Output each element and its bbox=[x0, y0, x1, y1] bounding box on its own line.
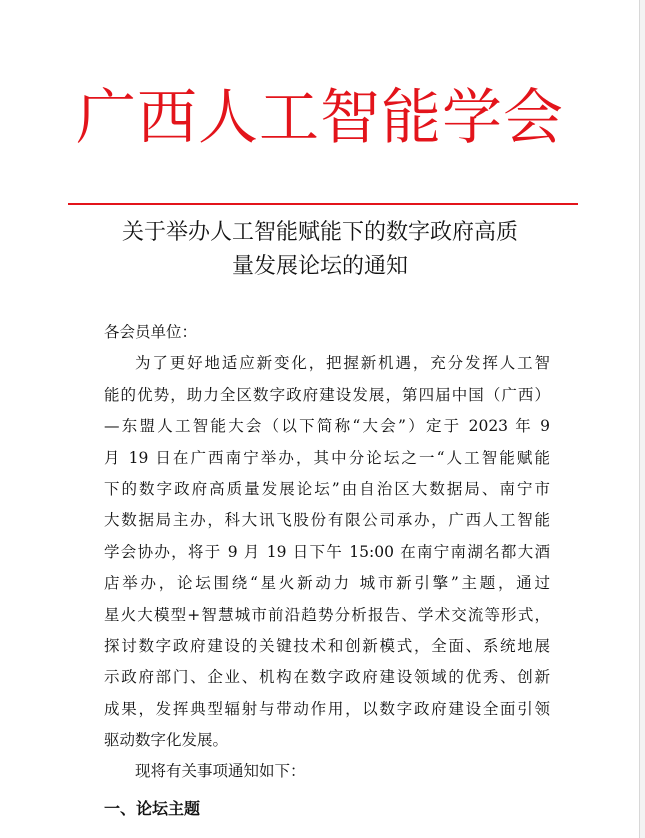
paragraph-line: —东盟人工智能大会（以下简称“大会”）定于 2023 年 9 bbox=[104, 417, 550, 436]
paragraph-line: 大数据局主办，科大讯飞股份有限公司承办，广西人工智能 bbox=[104, 511, 550, 530]
paragraph-line: 学会协办，将于 9 月 19 日下午 15:00 在南宁南湖名都大酒 bbox=[104, 542, 550, 561]
notice-intro: 现将有关事项通知如下： bbox=[135, 762, 306, 781]
paragraph-line: 月 19 日在广西南宁举办，其中分论坛之一“人工智能赋能 bbox=[104, 448, 550, 467]
paragraph-line: 探讨数字政府建设的关键技术和创新模式，全面、系统地展 bbox=[104, 636, 550, 655]
paragraph-line: 下的数字政府高质量发展论坛”由自治区大数据局、南宁市 bbox=[104, 479, 550, 498]
document-body bbox=[104, 317, 550, 788]
document-title-line: 量发展论坛的通知 bbox=[231, 254, 408, 279]
paragraph-line: 为了更好地适应新变化，把握新机遇，充分发挥人工智 bbox=[135, 354, 550, 373]
salutation: 各会员单位： bbox=[104, 323, 198, 341]
header-divider bbox=[68, 203, 578, 205]
document-title-line: 关于举办人工智能赋能下的数字政府高质 bbox=[121, 220, 518, 245]
organization-header: 广西人工智能学会 bbox=[76, 83, 564, 153]
paragraph-line: 成果，发挥典型辐射与带动作用，以数字政府建设全面引领 bbox=[104, 699, 550, 718]
paragraph-line: 示政府部门、企业、机构在数字政府建设领域的优秀、创新 bbox=[104, 668, 550, 687]
paragraph-line: 能的优势，助力全区数字政府建设发展，第四届中国（广西） bbox=[104, 385, 550, 404]
section-heading-topic: 一、论坛主题 bbox=[104, 799, 201, 818]
paragraph-line: 店举办，论坛围绕“星火新动力 城市新引擎”主题，通过 bbox=[104, 574, 550, 593]
paragraph-line: 星火大模型+智慧城市前沿趋势分析报告、学术交流等形式， bbox=[104, 605, 550, 624]
paragraph-line: 驱动数字化发展。 bbox=[104, 731, 229, 750]
document-title bbox=[0, 216, 640, 284]
